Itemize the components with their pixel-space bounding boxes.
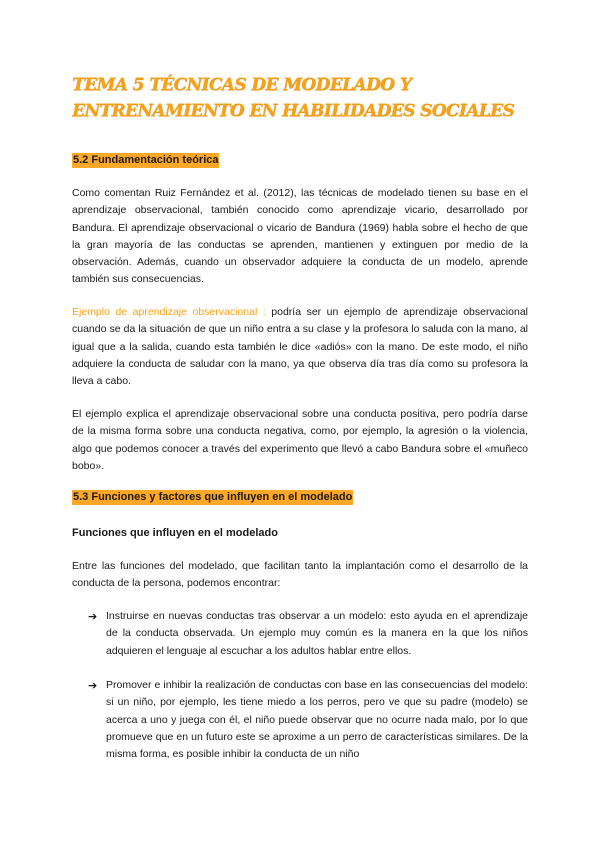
list-item bbox=[88, 677, 528, 763]
section-heading-5-3: 5.3 Funciones y factores que influyen en el modelado bbox=[73, 491, 353, 503]
document-title: TEMA 5 TÉCNICAS DE MODELADO Y ENTRENAMIENTO EN HABILIDADES SOCIALES bbox=[72, 75, 515, 121]
example-label: Ejemplo de aprendizaje observacional : bbox=[72, 306, 266, 318]
example-text: podría ser un ejemplo de aprendizaje observacional cuando se da la situación de que un niño entra a su clase y la profesora lo saluda con la mano, al igual que a la salida, cuando esta también le dice «adiós» con la mano. De este modo, el niño adquiere la conducta de saludar con la mano, ya que observa día tras día como su profesora la lleva a cabo. bbox=[72, 306, 528, 388]
bullet-text: Instruirse en nuevas conductas tras observar a un modelo: esto ayuda en el aprendizaje de la conducta observada. Un ejemplo muy común es la manera en la que los niños adquieren el lenguaje al escuchar a los adultos hablar entre ellos. bbox=[106, 610, 528, 657]
arrow-bullet-icon: ➔ bbox=[88, 610, 98, 623]
paragraph-positive-negative: El ejemplo explica el aprendizaje observacional sobre una conducta positiva, pero podría darse de la misma forma sobre una conducta negativa, como, por ejemplo, la agresión o la violencia, algo que podemos conocer a través del experimento que llevó a cabo Bandura sobre el «muñeco bobo». bbox=[72, 408, 528, 472]
bullet-text: Promover e inhibir la realización de conductas con base en las consecuencias del modelo: si un niño, por ejemplo, les tiene miedo a los perros, pero ve que su padre (modelo) se acerca a uno y juega con él, el niño puede observar que no ocurre nada malo, por lo que promueve que en un futuro este se aproxime a un perro de características similares. De la misma forma, es posible inhibir la conducta de un niño bbox=[106, 679, 528, 761]
paragraph-bandura-intro: Como comentan Ruiz Fernández et al. (2012), las técnicas de modelado tienen su base en el aprendizaje observacional, también conocido como aprendizaje vicario, desarrollado por Bandura. El aprendizaje observacional o vicario de Bandura (1969) habla sobre el hecho de que la gran mayoría de las conductas se aprenden, mantienen y extinguen por medio de la observación. Además, cuando un observador adquiere la conducta de un modelo, aprende también sus consecuencias. bbox=[72, 187, 528, 286]
list-item bbox=[88, 608, 528, 660]
paragraph-functions-intro: Entre las funciones del modelado, que facilitan tanto la implantación como el desarrollo de la conducta de la persona, podemos encontrar: bbox=[72, 560, 528, 590]
section-heading-5-2: 5.2 Fundamentación teórica bbox=[73, 154, 219, 166]
subheading-functions: Funciones que influyen en el modelado bbox=[72, 527, 278, 539]
paragraph-example bbox=[72, 304, 528, 390]
arrow-bullet-icon: ➔ bbox=[88, 679, 98, 692]
